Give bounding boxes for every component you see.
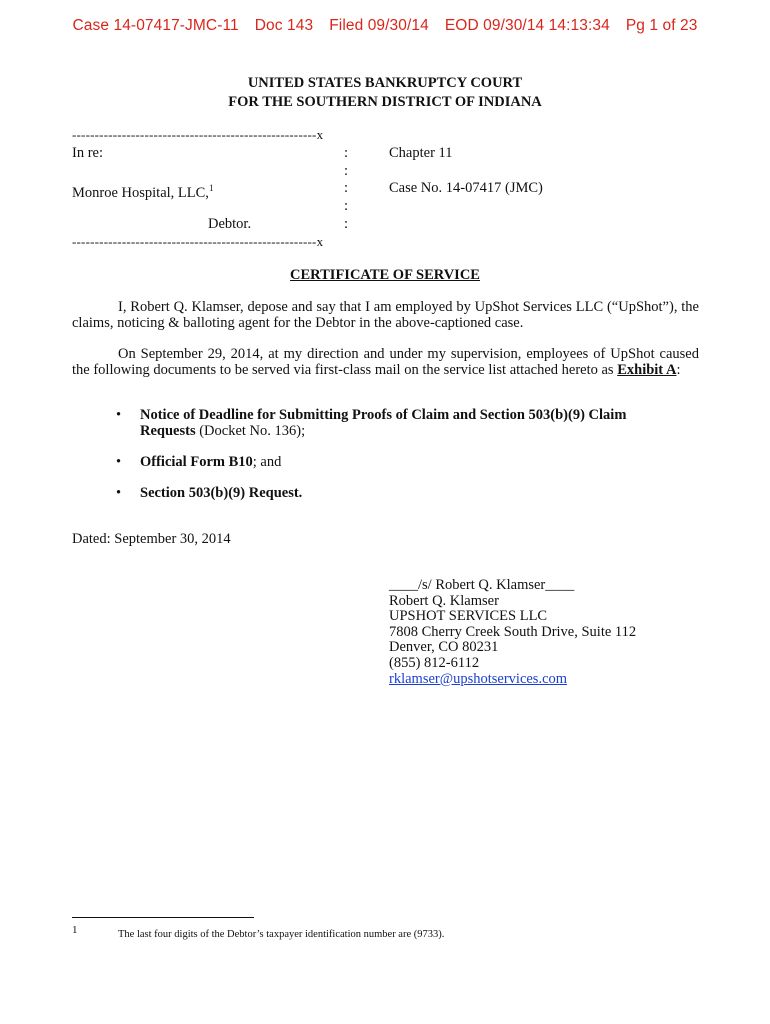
- caption-chapter: Chapter 11: [389, 145, 453, 161]
- stamp-page: Pg 1 of 23: [625, 17, 698, 34]
- caption-colon: :: [344, 216, 349, 232]
- stamp-doc: Doc 143: [254, 17, 314, 34]
- caption-colon: :: [344, 163, 349, 179]
- signer-email-link[interactable]: rklamser@upshotservices.com: [389, 670, 568, 687]
- bullet-item: Official Form B10; and: [140, 454, 282, 470]
- signer-phone: (855) 812-6112: [389, 654, 480, 671]
- footnote-ref: 1: [208, 183, 214, 193]
- ecf-header-stamp: [0, 17, 770, 35]
- signer-name: Robert Q. Klamser: [389, 592, 499, 609]
- signature-line: ____/s/ Robert Q. Klamser____: [389, 577, 575, 593]
- signature-block: [389, 578, 636, 687]
- court-line-1: UNITED STATES BANKRUPTCY COURT: [247, 75, 523, 91]
- bullet-icon: •: [116, 407, 122, 423]
- caption-case-number: Case No. 14-07417 (JMC): [389, 180, 543, 196]
- stamp-filed: Filed 09/30/14: [329, 17, 429, 34]
- signer-address-2: Denver, CO 80231: [389, 639, 499, 656]
- footnote-text: The last four digits of the Debtor’s taxpayer identification number are (9733).: [118, 929, 445, 940]
- footnote-number: 1: [72, 924, 78, 936]
- caption-colon: :: [344, 198, 349, 214]
- signer-address-1: 7808 Cherry Creek South Drive, Suite 112: [389, 623, 637, 640]
- paragraph-service: On September 29, 2014, at my direction and under my supervision, employees of UpShot caused the following documents to be served via first-class mail on the service list attached hereto as Exhibit A:: [72, 346, 699, 378]
- caption-debtor-label: Debtor.: [208, 216, 252, 232]
- bullet-item: Section 503(b)(9) Request.: [140, 485, 303, 501]
- caption-top-rule: ------------------------------------------------------x: [72, 127, 324, 142]
- signer-company: UPSHOT SERVICES LLC: [389, 608, 548, 625]
- dated-line: Dated: September 30, 2014: [72, 531, 231, 547]
- certificate-title: CERTIFICATE OF SERVICE: [290, 267, 480, 283]
- caption-bottom-rule: ------------------------------------------------------x: [72, 234, 324, 249]
- caption-colon: :: [344, 145, 349, 161]
- bullet-icon: •: [116, 485, 122, 501]
- exhibit-a-ref: Exhibit A: [617, 362, 677, 378]
- stamp-eod: EOD 09/30/14 14:13:34: [444, 17, 610, 34]
- bullet-icon: •: [116, 454, 122, 470]
- court-line-2: FOR THE SOUTHERN DISTRICT OF INDIANA: [228, 94, 542, 110]
- caption-in-re: In re:: [72, 145, 103, 161]
- caption-colon: :: [344, 180, 349, 196]
- stamp-case: Case 14-07417-JMC-11: [72, 17, 239, 34]
- paragraph-declarant: I, Robert Q. Klamser, depose and say that I am employed by UpShot Services LLC (“UpShot”), the claims, noticing & balloting agent for the Debtor in the above-captioned case.: [72, 299, 699, 331]
- bullet-item: Notice of Deadline for Submitting Proofs of Claim and Section 503(b)(9) Claim Requests (Docket No. 136);: [140, 407, 627, 439]
- footnote-divider: [72, 917, 254, 918]
- caption-debtor-name: Monroe Hospital, LLC,$^1$: [72, 183, 214, 201]
- court-heading: [0, 74, 770, 112]
